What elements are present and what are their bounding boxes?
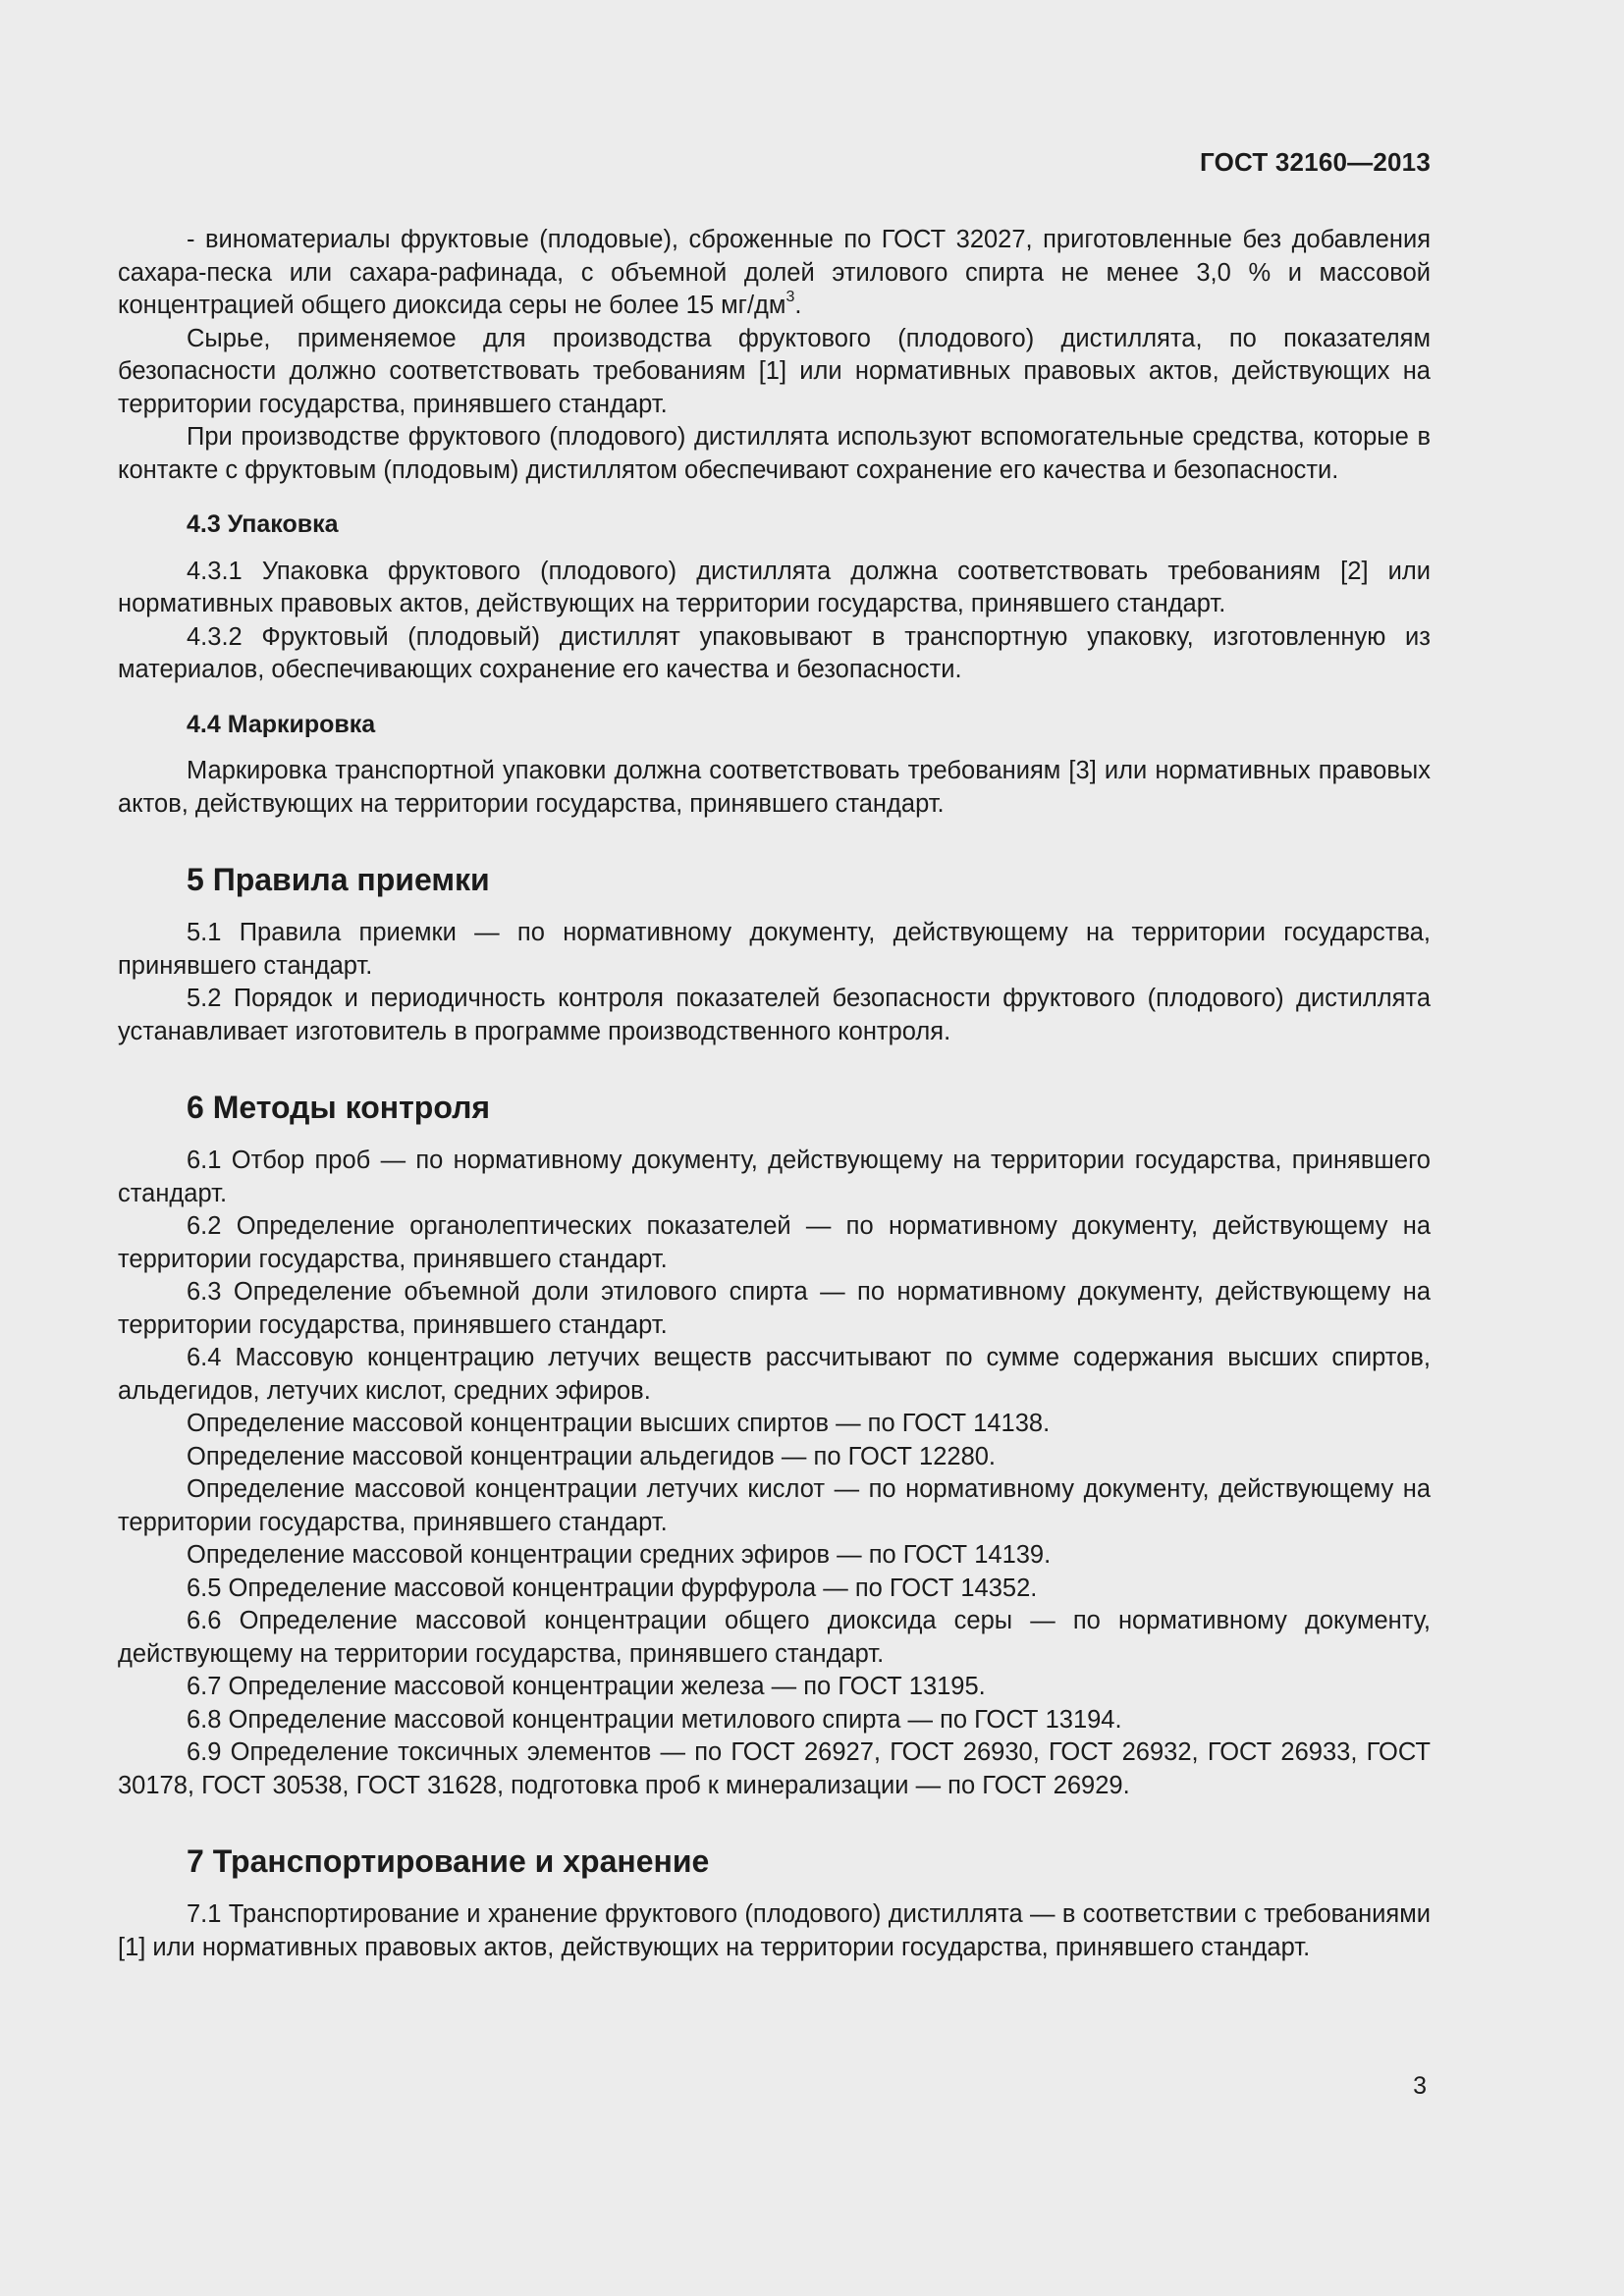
- paragraph-6-3: 6.3 Определение объемной доли этилового спирта — по нормативному документу, действующему на территории государства, принявшего стандарт.: [118, 1278, 1431, 1339]
- paragraph-6-8: 6.8 Определение массовой концентрации метилового спирта — по ГОСТ 13194.: [187, 1705, 1122, 1734]
- page-number: 3: [1413, 2072, 1427, 2100]
- page-content: [118, 224, 1431, 1964]
- intro-paragraph-3: При производстве фруктового (плодового) дистиллята используют вспомогательные средства, которые в контакте с фруктовым (плодовым) дистиллятом обеспечивают сохранение его качества и безопасности.: [118, 423, 1431, 484]
- paragraph-6-1: 6.1 Отбор проб — по нормативному документу, действующему на территории государства, принявшего стандарт.: [118, 1147, 1431, 1207]
- paragraph-6-7: 6.7 Определение массовой концентрации железа — по ГОСТ 13195.: [187, 1673, 986, 1700]
- section-heading-5: 5 Правила приемки: [187, 862, 490, 897]
- subsection-heading-4-4: 4.4 Маркировка: [187, 710, 376, 738]
- paragraph-5-2: 5.2 Порядок и периодичность контроля показателей безопасности фруктового (плодового) дистиллята устанавливает изготовитель в программе производственного контроля.: [118, 985, 1431, 1045]
- paragraph-6-4-esters: Определение массовой концентрации средних эфиров — по ГОСТ 14139.: [187, 1541, 1052, 1569]
- paragraph-4-4: Маркировка транспортной упаковки должна соответствовать требованиям [3] или нормативных правовых актов, действующих на территории государства, принявшего стандарт.: [118, 757, 1431, 818]
- paragraph-5-1: 5.1 Правила приемки — по нормативному документу, действующему на территории государства, принявшего стандарт.: [118, 919, 1431, 980]
- paragraph-6-4: 6.4 Массовую концентрацию летучих веществ рассчитывают по сумме содержания высших спиртов, альдегидов, летучих кислот, средних эфиров.: [118, 1344, 1431, 1405]
- document-number: ГОСТ 32160—2013: [1200, 147, 1431, 177]
- superscript-3: 3: [785, 289, 795, 305]
- intro-paragraph-1-end: .: [794, 292, 802, 319]
- intro-paragraph-1-text: - виноматериалы фруктовые (плодовые), сброженные по ГОСТ 32027, приготовленные без добавления сахара-песка или сахара-рафинада, с объемной долей этилового спирта не менее 3,0 % и массовой концентрацией общего диоксида серы не более 15 мг/дм: [118, 226, 1431, 319]
- paragraph-6-6: 6.6 Определение массовой концентрации общего диоксида серы — по нормативному документу, действующему на территории государства, принявшего стандарт.: [118, 1607, 1431, 1668]
- paragraph-4-3-1: 4.3.1 Упаковка фруктового (плодового) дистиллята должна соответствовать требованиям [2] или нормативных правовых актов, действующих на территории государства, принявшего стандарт.: [118, 557, 1431, 617]
- section-heading-7: 7 Транспортирование и хранение: [187, 1843, 710, 1879]
- subsection-heading-4-3: 4.3 Упаковка: [187, 510, 339, 538]
- paragraph-6-5: 6.5 Определение массовой концентрации фурфурола — по ГОСТ 14352.: [187, 1574, 1038, 1602]
- paragraph-7-1: 7.1 Транспортирование и хранение фруктового (плодового) дистиллята — в соответствии с требованиями [1] или нормативных правовых актов, действующих на территории государства, принявшего стандарт.: [118, 1900, 1431, 1961]
- paragraph-4-3-2: 4.3.2 Фруктовый (плодовый) дистиллят упаковывают в транспортную упаковку, изготовленную из материалов, обеспечивающих сохранение его качества и безопасности.: [118, 622, 1431, 683]
- paragraph-6-2: 6.2 Определение органолептических показателей — по нормативному документу, действующему на территории государства, принявшего стандарт.: [118, 1212, 1431, 1273]
- paragraph-6-4-volatile-acids: Определение массовой концентрации летучих кислот — по нормативному документу, действующему на территории государства, принявшего стандарт.: [118, 1475, 1431, 1536]
- paragraph-6-4-higher-alcohols: Определение массовой концентрации высших спиртов — по ГОСТ 14138.: [187, 1410, 1051, 1437]
- section-heading-6: 6 Методы контроля: [187, 1090, 491, 1125]
- intro-paragraph-2: Сырье, применяемое для производства фруктового (плодового) дистиллята, по показателям безопасности должно соответствовать требованиям [1] или нормативных правовых актов, действующих на территории государства, принявшего стандарт.: [118, 324, 1431, 418]
- paragraph-6-4-aldehydes: Определение массовой концентрации альдегидов — по ГОСТ 12280.: [187, 1442, 997, 1470]
- intro-paragraph-1: [118, 224, 1431, 323]
- paragraph-6-9: 6.9 Определение токсичных элементов — по ГОСТ 26927, ГОСТ 26930, ГОСТ 26932, ГОСТ 26933, ГОСТ 30178, ГОСТ 30538, ГОСТ 31628, подготовка проб к минерализации — по ГОСТ 26929.: [118, 1738, 1431, 1799]
